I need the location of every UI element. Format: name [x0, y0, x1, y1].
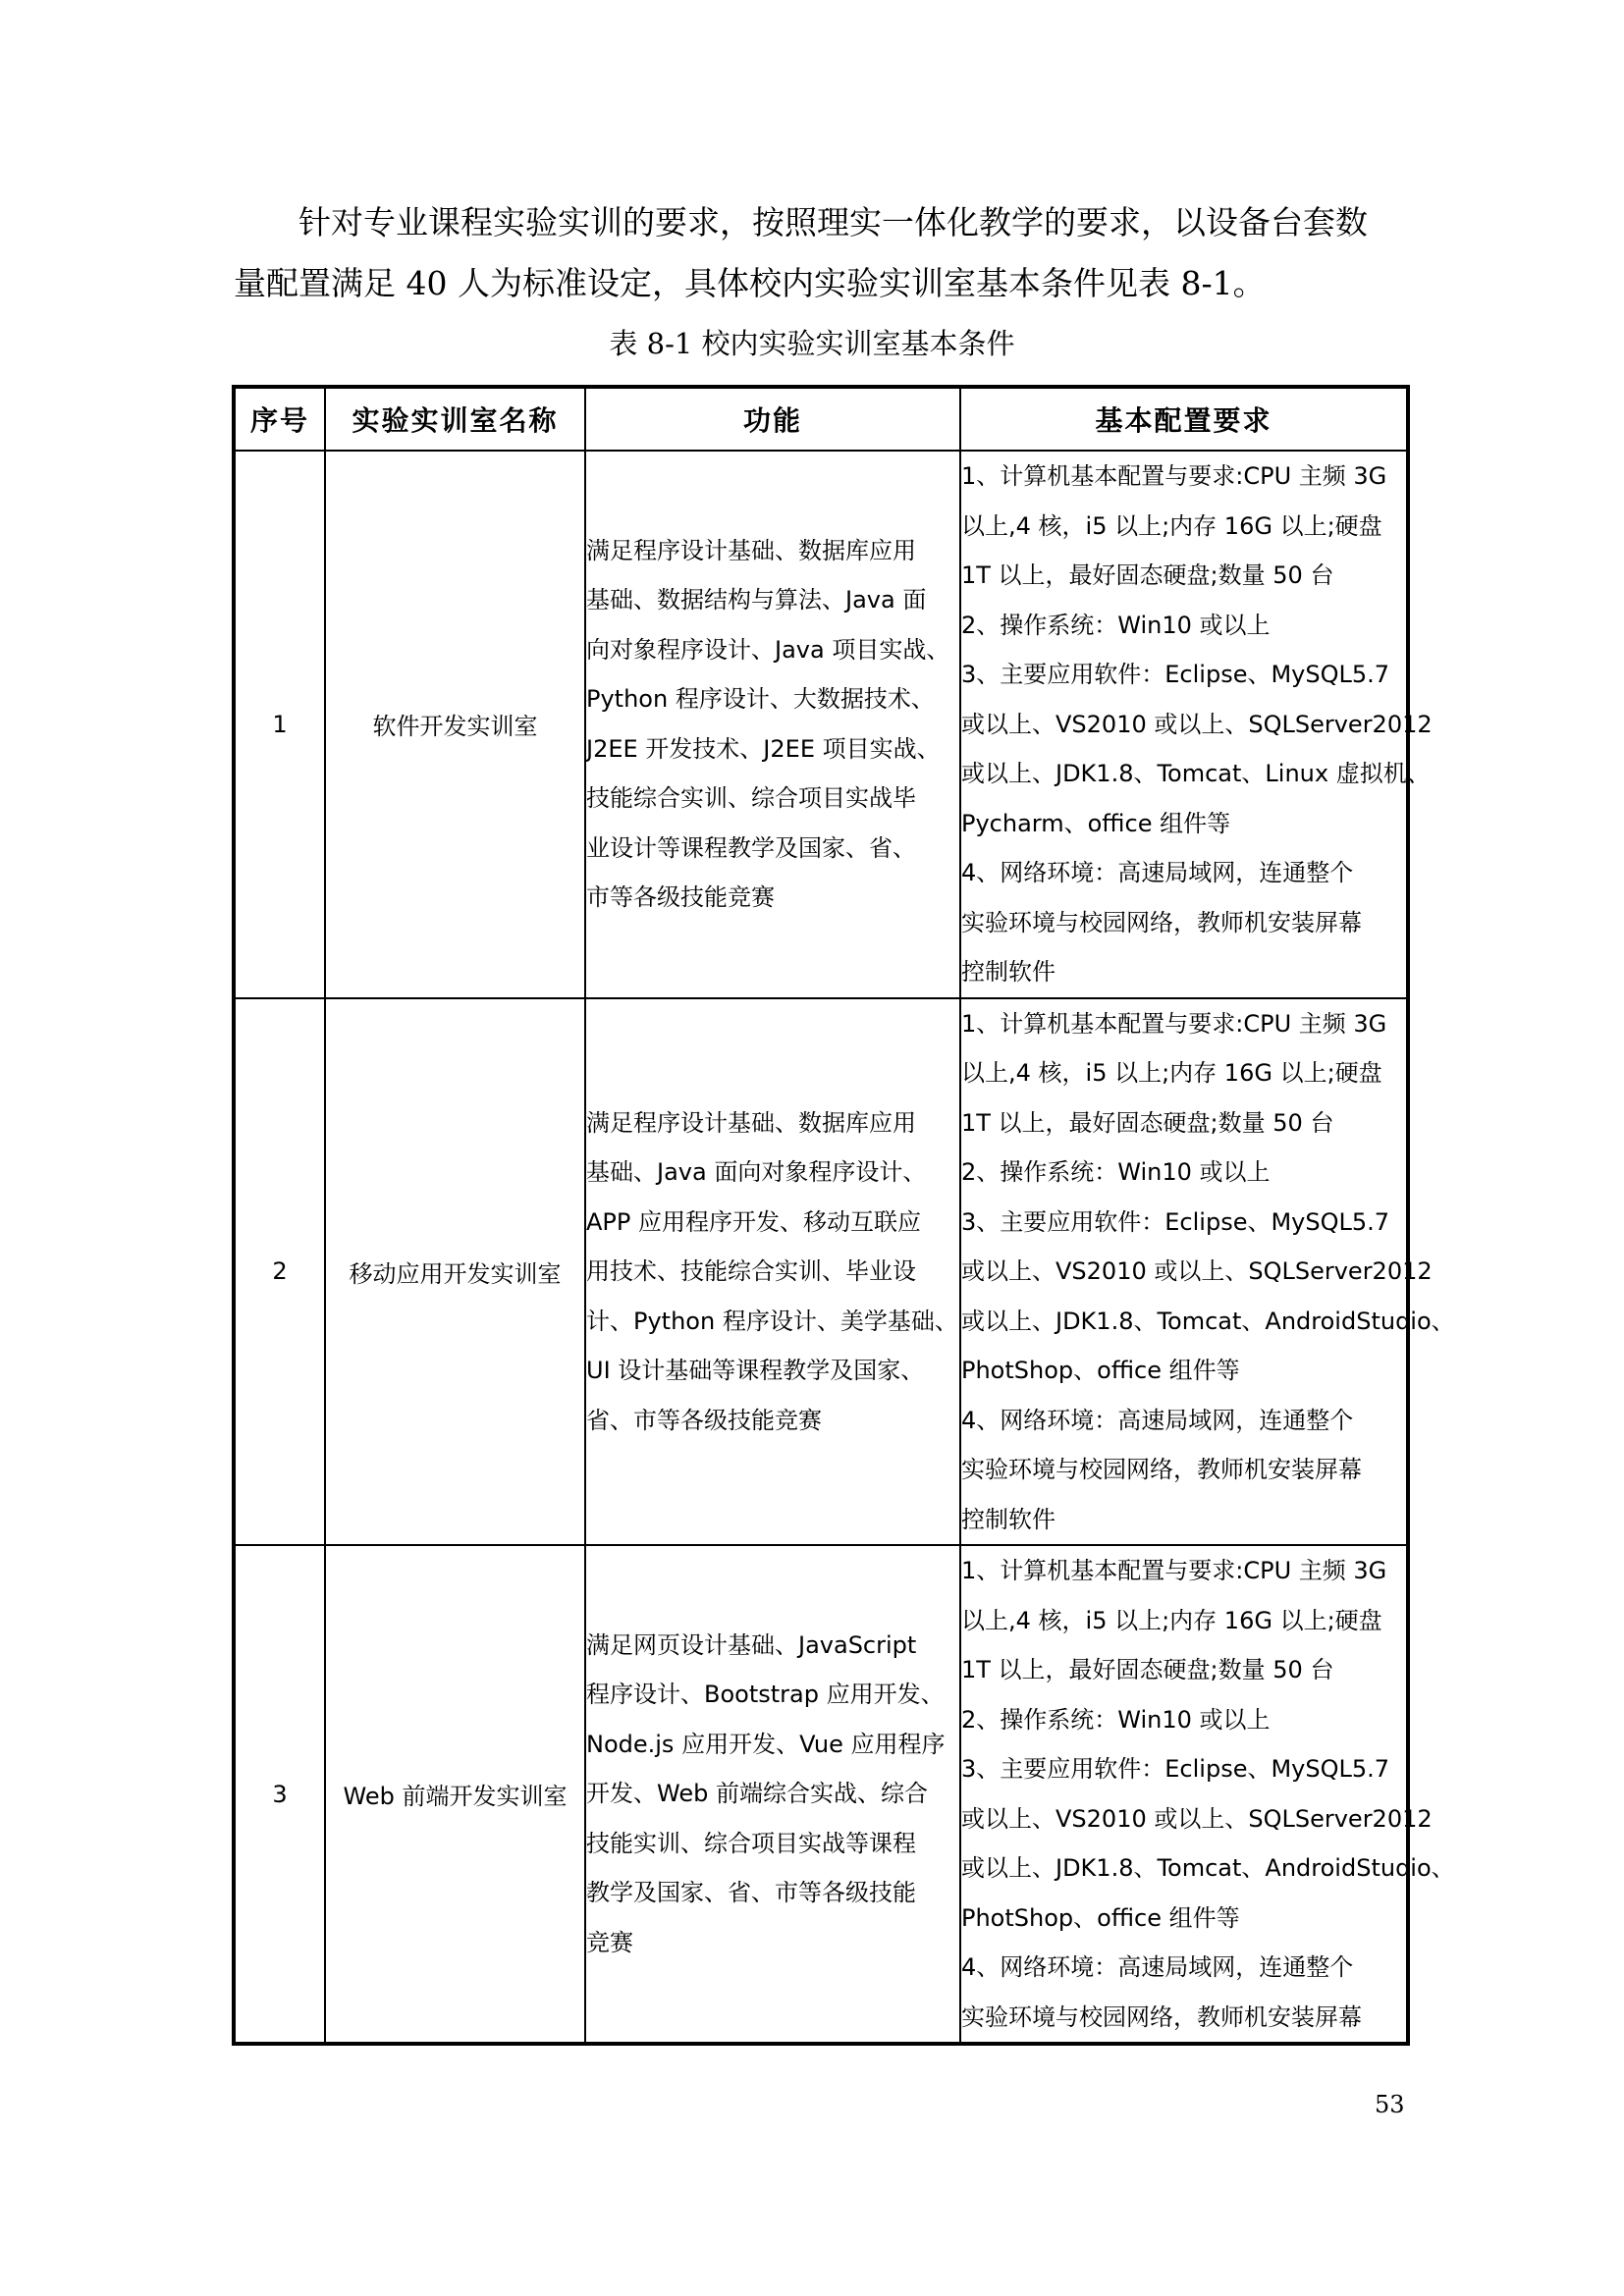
requirement-line: 或以上、JDK1.8、Tomcat、AndroidStudio、 — [961, 1854, 1455, 1882]
lab-function — [585, 451, 960, 998]
function-line: J2EE 开发技术、J2EE 项目实战、 — [586, 734, 941, 763]
requirement-line: PhotShop、office 组件等 — [961, 1357, 1240, 1384]
requirement-line: 2、操作系统：Win10 或以上 — [961, 1705, 1271, 1734]
intro-paragraph — [234, 192, 1392, 314]
function-line: 计、Python 程序设计、美学基础、 — [586, 1307, 958, 1335]
row-number: 2 — [234, 998, 325, 1546]
requirement-line: 1、计算机基本配置与要求:CPU 主频 3G — [961, 462, 1387, 490]
requirement-line: 2、操作系统：Win10 或以上 — [961, 611, 1271, 639]
function-line: 基础、数据结构与算法、Java 面 — [586, 586, 927, 614]
requirement-line: 以上,4 核，i5 以上;内存 16G 以上;硬盘 — [961, 511, 1382, 540]
requirement-line: 或以上、JDK1.8、Tomcat、AndroidStudio、 — [961, 1307, 1455, 1335]
row-number: 1 — [234, 451, 325, 998]
requirement-line: 1T 以上，最好固态硬盘;数量 50 台 — [961, 1656, 1334, 1683]
requirement-line: 1T 以上，最好固态硬盘;数量 50 台 — [961, 561, 1334, 589]
function-line: 用技术、技能综合实训、毕业设 — [586, 1257, 916, 1285]
function-line: APP 应用程序开发、移动互联应 — [586, 1207, 921, 1236]
function-line: 向对象程序设计、Java 项目实战、 — [586, 635, 950, 664]
function-line: 开发、Web 前端综合实战、综合 — [586, 1780, 928, 1808]
requirement-line: PhotShop、office 组件等 — [961, 1903, 1240, 1932]
requirement-line: 控制软件 — [961, 1505, 1056, 1533]
page-number: 53 — [1375, 2091, 1405, 2118]
function-line: 技能综合实训、综合项目实战毕 — [586, 784, 916, 813]
requirement-line: 2、操作系统：Win10 或以上 — [961, 1158, 1271, 1186]
requirement-line: 1、计算机基本配置与要求:CPU 主频 3G — [961, 1009, 1387, 1038]
requirement-line: 实验环境与校园网络，教师机安装屏幕 — [961, 908, 1362, 936]
function-line: 满足程序设计基础、数据库应用 — [586, 1108, 916, 1137]
requirement-line: 3、主要应用软件：Eclipse、MySQL5.7 — [961, 661, 1390, 688]
lab-conditions-table — [232, 385, 1455, 2046]
function-line: Python 程序设计、大数据技术、 — [586, 685, 935, 714]
intro-line-2: 量配置满足 40 人为标准设定，具体校内实验实训室基本条件见表 8-1。 — [234, 264, 1266, 302]
requirement-line: 3、主要应用软件：Eclipse、MySQL5.7 — [961, 1207, 1390, 1236]
function-line: UI 设计基础等课程教学及国家、 — [586, 1357, 925, 1384]
lab-function — [585, 1545, 960, 2044]
lab-requirements — [960, 1545, 1455, 2044]
function-line: 省、市等各级技能竞赛 — [586, 1406, 822, 1434]
function-line: 教学及国家、省、市等各级技能 — [586, 1879, 916, 1907]
function-line: 满足程序设计基础、数据库应用 — [586, 536, 916, 564]
lab-requirements — [960, 998, 1455, 1546]
requirement-line: 控制软件 — [961, 958, 1056, 986]
lab-name: Web 前端开发实训室 — [325, 1545, 585, 2044]
table-row — [234, 451, 1408, 998]
requirement-line: 1、计算机基本配置与要求:CPU 主频 3G — [961, 1557, 1387, 1584]
requirement-line: 4、网络环境：高速局域网，连通整个 — [961, 1406, 1354, 1434]
lab-requirements — [960, 451, 1433, 998]
function-line: 业设计等课程教学及国家、省、 — [586, 833, 916, 862]
header-number: 序号 — [234, 387, 325, 451]
function-line: 满足网页设计基础、JavaScript — [586, 1630, 917, 1659]
function-line: 技能实训、综合项目实战等课程 — [586, 1829, 916, 1857]
requirement-line: 3、主要应用软件：Eclipse、MySQL5.7 — [961, 1755, 1390, 1783]
header-requirements: 基本配置要求 — [960, 387, 1408, 451]
function-line: 竞赛 — [586, 1928, 633, 1956]
table-header-row — [234, 387, 1408, 451]
lab-name: 移动应用开发实训室 — [325, 998, 585, 1546]
requirement-line: 4、网络环境：高速局域网，连通整个 — [961, 859, 1354, 886]
intro-line-1: 针对专业课程实验实训的要求，按照理实一体化教学的要求，以设备台套数 — [298, 203, 1368, 241]
requirement-line: 1T 以上，最好固态硬盘;数量 50 台 — [961, 1108, 1334, 1137]
row-number: 3 — [234, 1545, 325, 2044]
requirement-line: 4、网络环境：高速局域网，连通整个 — [961, 1953, 1354, 1981]
requirement-line: Pycharm、office 组件等 — [961, 809, 1231, 837]
table-row — [234, 998, 1408, 1546]
header-lab-name: 实验实训室名称 — [325, 387, 585, 451]
lab-function — [585, 998, 960, 1546]
lab-name: 软件开发实训室 — [325, 451, 585, 998]
requirement-line: 或以上、VS2010 或以上、SQLServer2012 — [961, 1257, 1433, 1285]
table-row — [234, 1545, 1408, 2044]
function-line: 市等各级技能竞赛 — [586, 883, 775, 912]
function-line: 程序设计、Bootstrap 应用开发、 — [586, 1681, 945, 1709]
requirement-line: 以上,4 核，i5 以上;内存 16G 以上;硬盘 — [961, 1059, 1382, 1087]
function-line: 基础、Java 面向对象程序设计、 — [586, 1158, 927, 1186]
requirement-line: 实验环境与校园网络，教师机安装屏幕 — [961, 1456, 1362, 1483]
table-caption: 表 8-1 校内实验实训室基本条件 — [609, 327, 1015, 360]
requirement-line: 或以上、VS2010 或以上、SQLServer2012 — [961, 1804, 1433, 1833]
requirement-line: 或以上、JDK1.8、Tomcat、Linux 虚拟机、 — [961, 760, 1431, 787]
requirement-line: 实验环境与校园网络，教师机安装屏幕 — [961, 2002, 1362, 2031]
header-function: 功能 — [585, 387, 960, 451]
requirement-line: 以上,4 核，i5 以上;内存 16G 以上;硬盘 — [961, 1606, 1382, 1634]
requirement-line: 或以上、VS2010 或以上、SQLServer2012 — [961, 710, 1433, 738]
function-line: Node.js 应用开发、Vue 应用程序 — [586, 1730, 946, 1758]
